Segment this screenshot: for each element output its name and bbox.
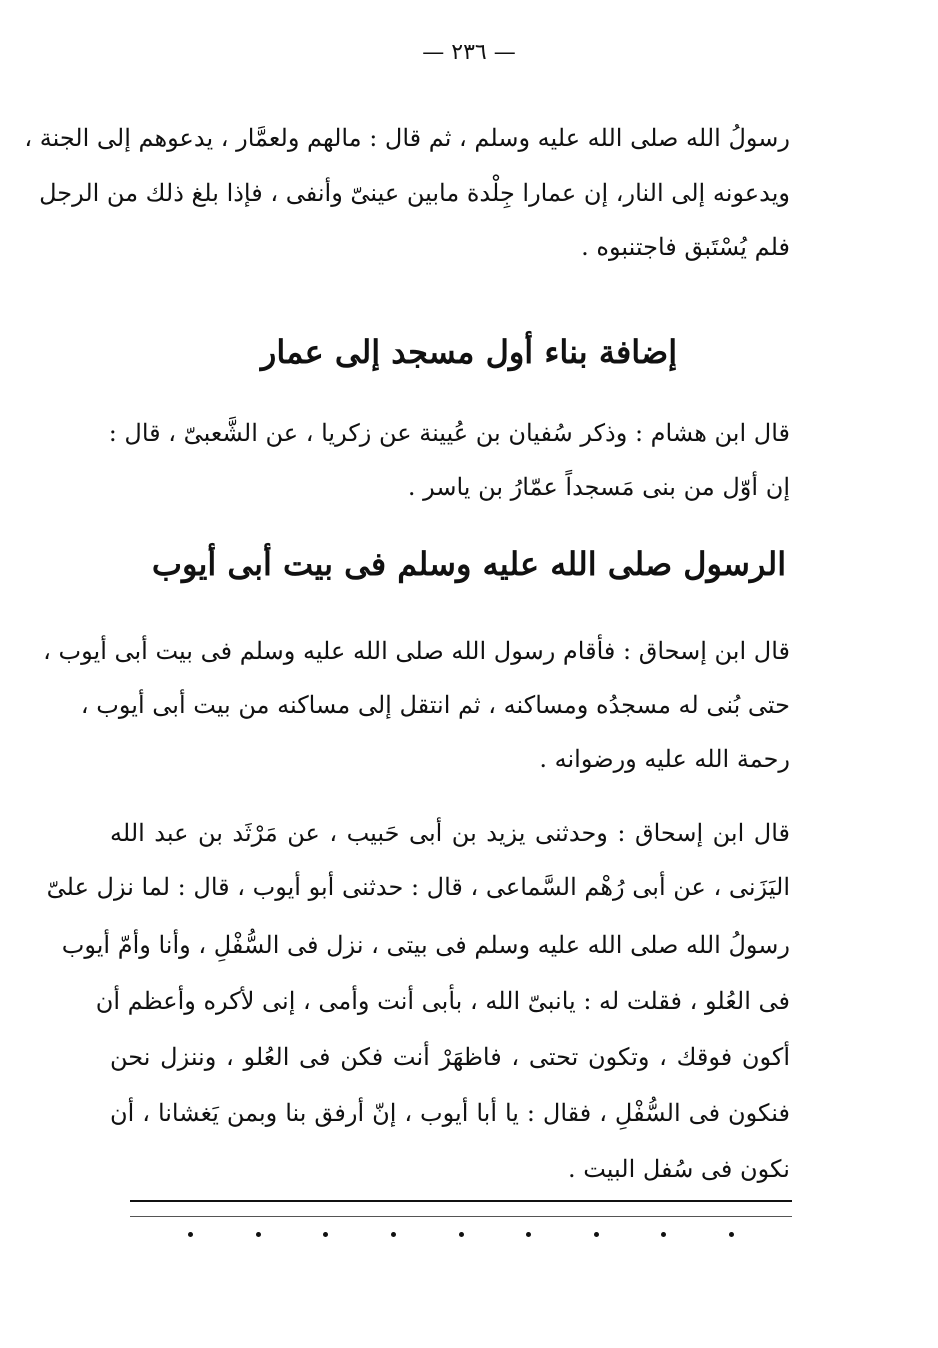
footer-dot [594, 1232, 599, 1237]
footer-dot [526, 1232, 531, 1237]
text-line: إن أوّل من بنى مَسجداً عمّارُ بن ياسر . [407, 473, 790, 501]
text-line: حتى بُنى له مسجدُه ومساكنه ، ثم انتقل إلى مساكنه من بيت أبى أيوب ، [80, 691, 790, 719]
footer-dot [729, 1232, 734, 1237]
footer-dot [661, 1232, 666, 1237]
text-line: رسولُ الله صلى الله عليه وسلم فى بيتى ، نزل فى السُّفْلِ ، وأنا وأمّ أيوب [61, 931, 790, 959]
text-line: رحمة الله عليه ورضوانه . [539, 745, 790, 773]
footer-dot [459, 1232, 464, 1237]
footer-dots [130, 1232, 792, 1237]
footnote-divider [130, 1200, 792, 1202]
text-line: قال ابن إسحاق : فأقام رسول الله صلى الله عليه وسلم فى بيت أبى أيوب ، [43, 637, 790, 665]
page-number: — ٢٣٦ — [422, 40, 516, 65]
text-line: فى العُلو ، فقلت له : يانبىّ الله ، بأبى أنت وأمى ، إنى لأكره وأعظم أن [95, 987, 790, 1015]
text-line: رسولُ الله صلى الله عليه وسلم ، ثم قال : مالهم ولعمَّار ، يدعوهم إلى الجنة ، [24, 124, 790, 152]
footnote-divider-thin [130, 1216, 792, 1217]
text-line: ويدعونه إلى النار، إن عمارا جِلْدة مابين عينىّ وأنفى ، فإذا بلغ ذلك من الرجل [39, 179, 790, 207]
text-line: قال ابن هشام : وذكر سُفيان بن عُيينة عن زكريا ، عن الشَّعبىّ ، قال : [108, 419, 790, 447]
text-line: قال ابن إسحاق : وحدثنى يزيد بن أبى حَبيب ، عن مَرْثَد بن عبد الله [110, 819, 790, 847]
text-line: نكون فى سُفل البيت . [567, 1155, 790, 1183]
text-line: فنكون فى السُّفْلِ ، فقال : يا أبا أيوب ، إنّ أرفق بنا وبمن يَغشانا ، أن [110, 1099, 790, 1127]
footer-dot [256, 1232, 261, 1237]
section-heading: إضافة بناء أول مسجد إلى عمار [260, 333, 678, 371]
footer-dot [188, 1232, 193, 1237]
footer-dot [323, 1232, 328, 1237]
text-line: أكون فوقك ، وتكون تحتى ، فاظهَرْ أنت فكن فى العُلو ، وننزل نحن [110, 1043, 790, 1071]
text-line: فلم يُسْتَبق فاجتنبوه . [581, 233, 790, 261]
text-line: اليَزَنى ، عن أبى رُهْم السَّماعى ، قال : حدثنى أبو أيوب ، قال : لما نزل علىّ [46, 873, 790, 901]
section-heading: الرسول صلى الله عليه وسلم فى بيت أبى أيوب [151, 545, 787, 583]
footer-dot [391, 1232, 396, 1237]
